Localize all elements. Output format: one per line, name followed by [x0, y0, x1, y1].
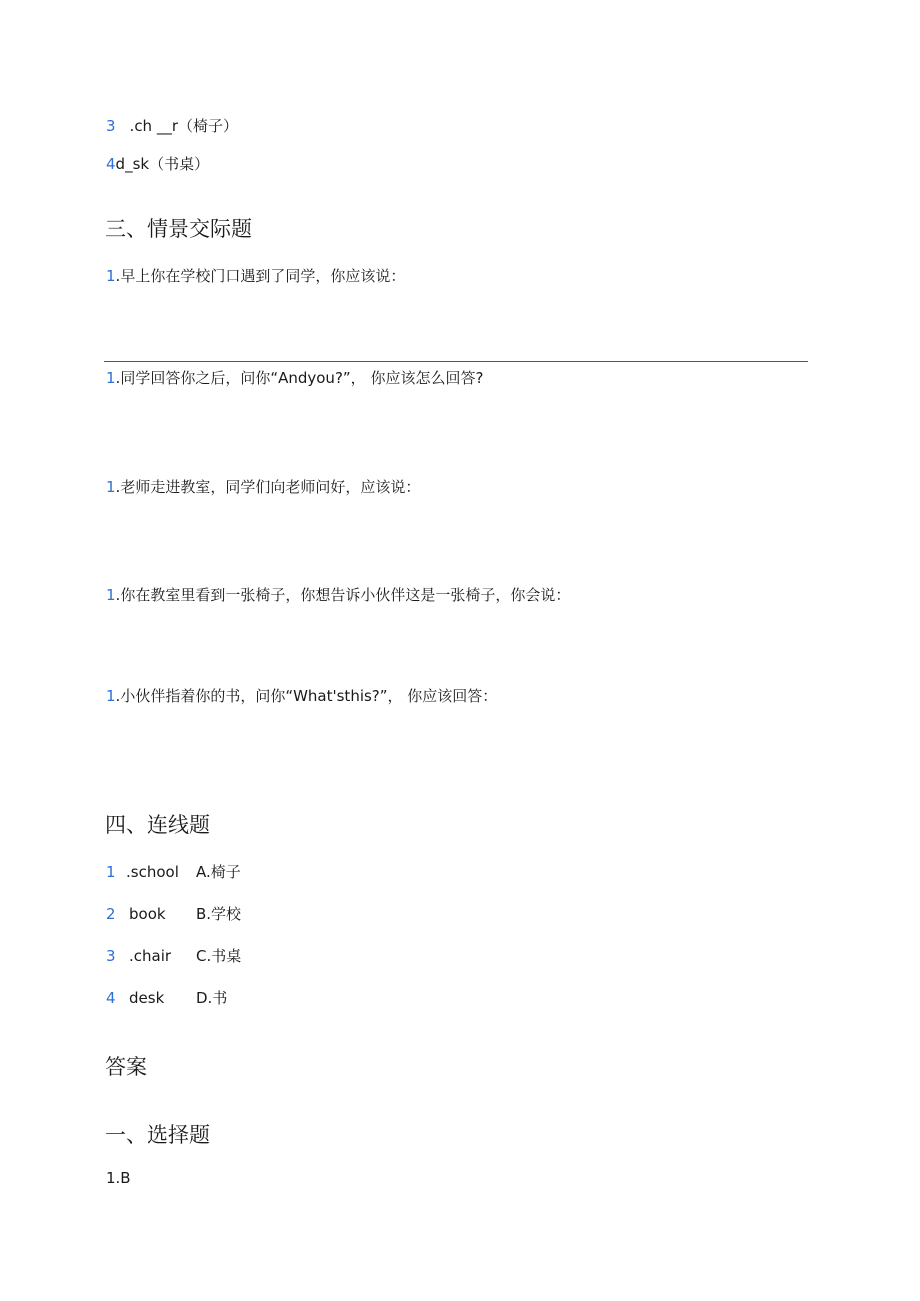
matching-option: A.椅子 — [196, 863, 241, 881]
matching-number: 4 — [106, 989, 116, 1007]
question-text: .小伙伴指着你的书，问你“What'sthis?”， 你应该回答： — [115, 687, 498, 705]
question-item — [106, 477, 420, 497]
matching-number: 2 — [106, 905, 116, 923]
matching-option: D.书 — [196, 989, 228, 1007]
answer-item: 1.B — [106, 1169, 131, 1187]
vocab-item — [106, 116, 238, 136]
matching-number: 3 — [106, 947, 116, 965]
matching-option: B.学校 — [196, 905, 242, 923]
matching-number: 1 — [106, 863, 116, 881]
matching-word: .school — [126, 863, 179, 881]
section-title-dialogue: 三、情景交际题 — [105, 217, 252, 241]
question-text: .老师走进教室，同学们向老师问好，应该说： — [115, 478, 421, 496]
matching-word: desk — [129, 989, 165, 1007]
item-text: d_sk（书桌） — [115, 155, 210, 173]
divider-line — [104, 361, 808, 362]
matching-word: book — [129, 905, 166, 923]
question-text: .你在教室里看到一张椅子，你想告诉小伙伴这是一张椅子，你会说： — [115, 586, 571, 604]
item-number: 3 — [106, 117, 116, 135]
question-text: .同学回答你之后，问你“Andyou?”， 你应该怎么回答? — [115, 369, 484, 387]
question-number: 1 — [106, 267, 116, 285]
question-text: .早上你在学校门口遇到了同学，你应该说： — [115, 267, 406, 285]
question-item — [106, 686, 497, 706]
question-item — [106, 266, 405, 286]
section-title-matching: 四、连线题 — [105, 813, 210, 837]
matching-option: C.书桌 — [196, 947, 242, 965]
question-item — [106, 585, 570, 605]
item-text: .ch __r（椅子） — [129, 117, 239, 135]
question-number: 1 — [106, 478, 116, 496]
question-number: 1 — [106, 369, 116, 387]
matching-word: .chair — [129, 947, 172, 965]
answers-section-title: 一、选择题 — [105, 1123, 210, 1147]
answers-title: 答案 — [105, 1055, 147, 1079]
question-number: 1 — [106, 687, 116, 705]
item-number: 4 — [106, 155, 116, 173]
vocab-item — [106, 154, 209, 174]
question-number: 1 — [106, 586, 116, 604]
question-item — [106, 368, 483, 388]
